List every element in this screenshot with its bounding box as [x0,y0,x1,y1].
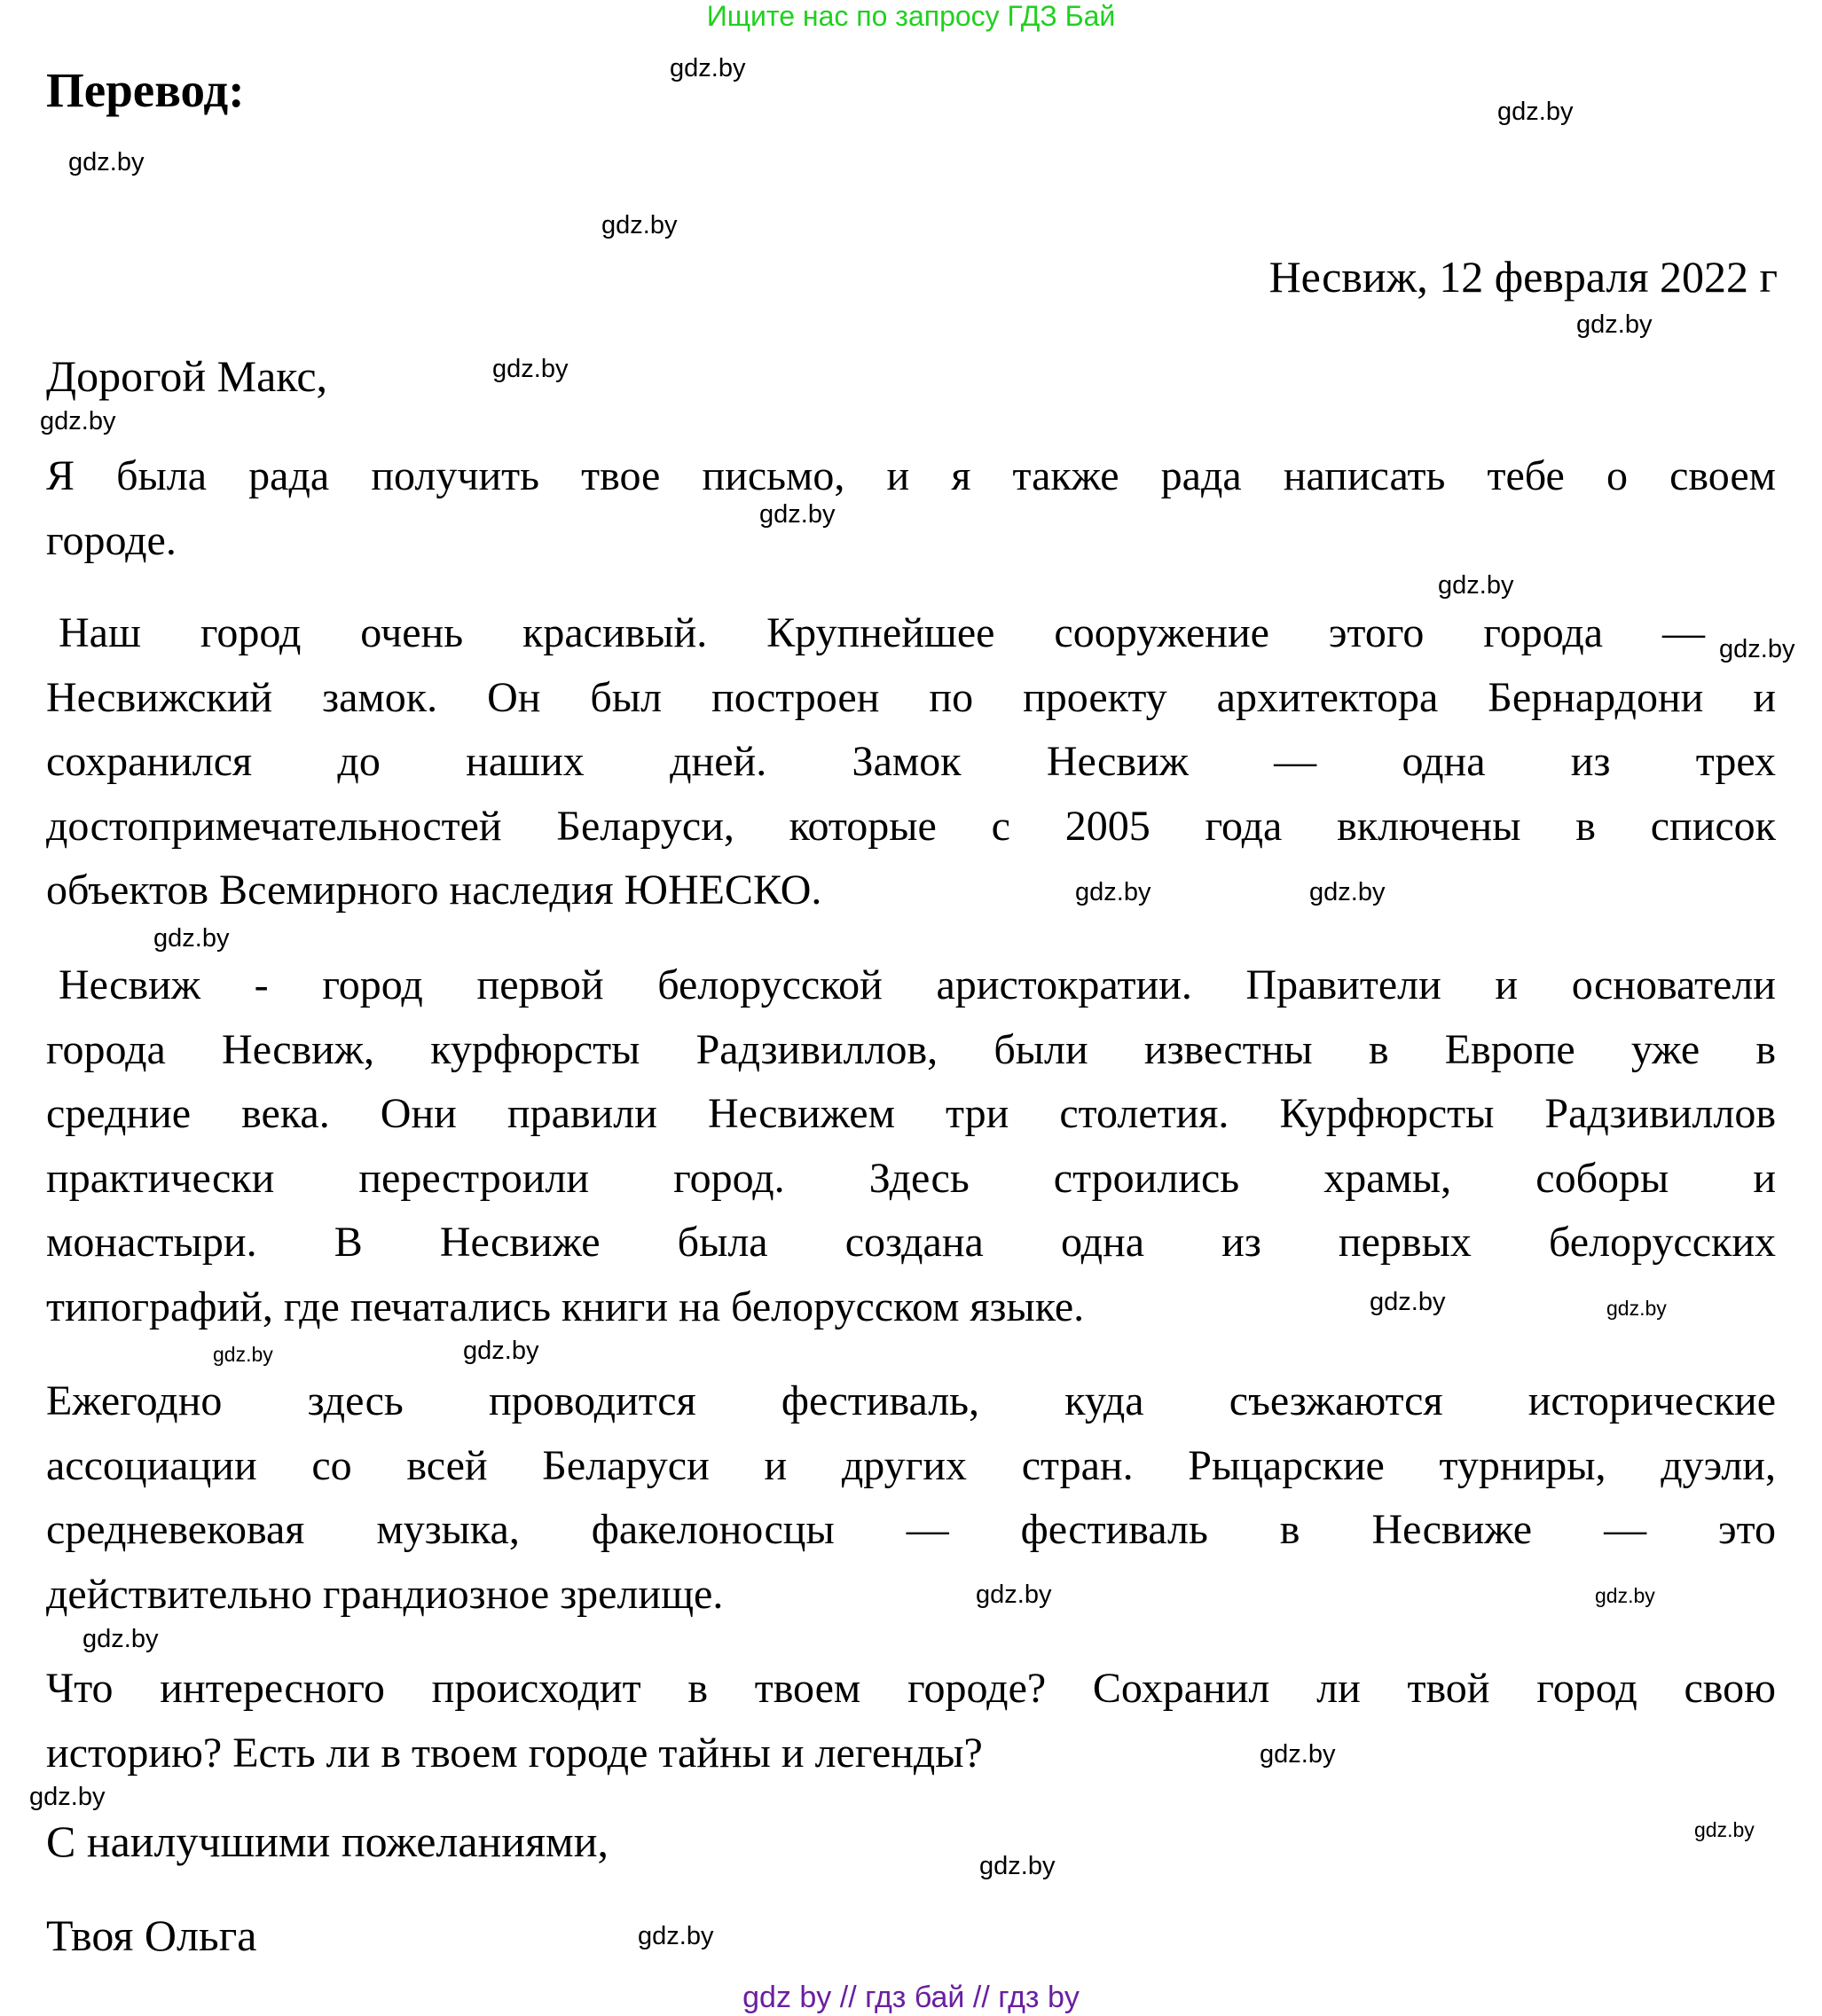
text-line: Что интересного происходит в твоем городе? Сохранил ли твой город свою [46,1665,1776,1712]
watermark: gdz.by [601,211,678,239]
watermark: gdz.by [979,1852,1056,1880]
watermark: gdz.by [1370,1288,1446,1316]
watermark: gdz.by [1595,1584,1655,1607]
text-line: Я была рада получить твое письмо, и я также рада написать тебе о своем [46,452,1776,499]
text-line: достопримечательностей Беларуси, которые с 2005 года включены в список [46,802,1776,850]
text-line: монастыри. В Несвиже была создана одна из первых белорусских [46,1219,1776,1267]
watermark: gdz.by [1309,878,1386,906]
watermark: gdz.by [153,924,230,953]
text-line: историю? Есть ли в твоем городе тайны и легенды? [46,1729,983,1777]
footer-links[interactable]: gdz by // гдз бай // гдз by [742,1981,1080,2014]
text-line: объектов Всемирного наследия ЮНЕСКО. [46,867,822,914]
watermark: gdz.by [976,1581,1052,1609]
watermark: gdz.by [213,1343,273,1366]
watermark: gdz.by [1576,310,1653,339]
text-line: Ежегодно здесь проводится фестиваль, куда съезжаются исторические [46,1377,1776,1424]
watermark: gdz.by [638,1922,714,1950]
text-line: Несвиж - город первой белорусской аристократии. Правители и основатели [59,961,1776,1008]
watermark: gdz.by [82,1625,159,1653]
paragraph-1 [46,444,1776,573]
watermark: gdz.by [40,407,116,435]
text-line: ассоциации со всей Беларуси и других стран. Рыцарские турниры, дуэли, [46,1441,1776,1489]
text-line: Наш город очень красивый. Крупнейшее сооружение этого города — [59,609,1705,656]
watermark: gdz.by [1438,571,1514,600]
page-title: Перевод: [46,63,245,117]
watermark: gdz.by [1606,1297,1667,1320]
watermark: gdz.by [1260,1740,1336,1769]
paragraph-5 [46,1657,1776,1785]
text-line: средние века. Они правили Несвижем три столетия. Курфюрсты Радзивиллов [46,1090,1776,1138]
watermark: gdz.by [29,1783,106,1811]
paragraph-4 [46,1369,1776,1627]
text-line: городе. [46,516,177,564]
watermark: gdz.by [1694,1818,1755,1841]
letter-date: Несвиж, 12 февраля 2022 г [1268,252,1778,302]
text-line: средневековая музыка, факелоносцы — фестиваль в Несвиже — это [46,1506,1776,1554]
search-banner: Ищите нас по запросу ГДЗ Бай [706,0,1116,32]
watermark: gdz.by [759,500,836,529]
watermark: gdz.by [670,54,746,82]
text-line: практически перестроили город. Здесь строились храмы, соборы и [46,1154,1776,1202]
paragraph-2 [46,601,1776,923]
watermark: gdz.by [1719,635,1795,663]
watermark: gdz.by [68,148,145,176]
text-line: типографий, где печатались книги на белорусском языке. [46,1283,1085,1330]
paragraph-3 [46,953,1776,1340]
watermark: gdz.by [1075,878,1151,906]
letter-signature: Твоя Ольга [46,1910,257,1960]
watermark: gdz.by [463,1337,539,1365]
text-line: Несвижский замок. Он был построен по проекту архитектора Бернардони и [46,673,1776,721]
watermark: gdz.by [1497,98,1574,126]
text-line: сохранился до наших дней. Замок Несвиж — одна из трех [46,738,1776,786]
letter-greeting: Дорогой Макс, [46,351,328,401]
text-line: города Несвиж, курфюрсты Радзивиллов, были известны в Европе уже в [46,1025,1776,1073]
text-line: действительно грандиозное зрелище. [46,1570,724,1618]
letter-closing: С наилучшими пожеланиями, [46,1816,609,1866]
watermark: gdz.by [492,355,569,383]
